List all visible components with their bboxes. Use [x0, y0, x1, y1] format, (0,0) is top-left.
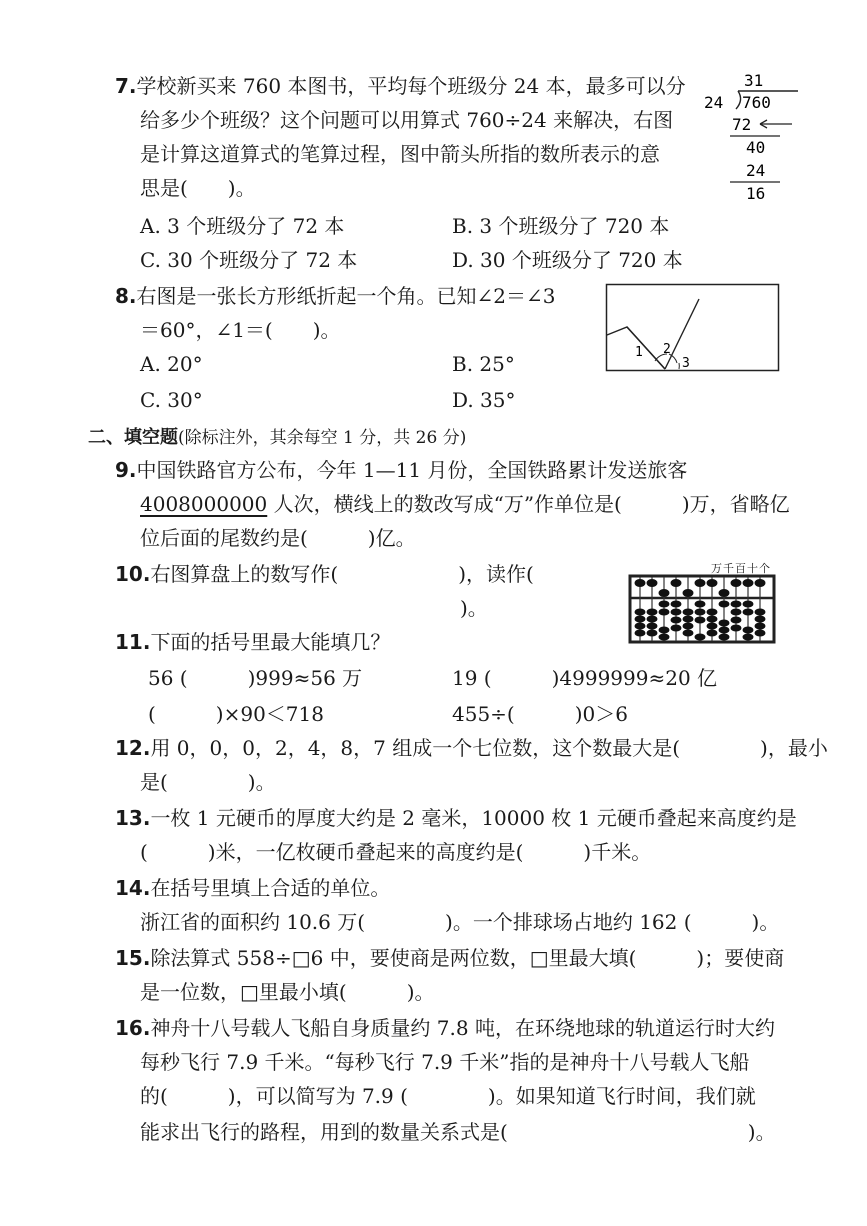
- abacus-bead: [731, 579, 742, 587]
- q14-number: 14.: [115, 876, 151, 900]
- section-2-note: (除标注外，其余每空 1 分，共 26 分): [178, 428, 467, 448]
- q9-underlined-number: 4008000000: [140, 492, 268, 516]
- q8-option-a: A. 20°: [140, 352, 203, 376]
- q8-line1: [115, 282, 555, 310]
- abacus-bead: [671, 617, 682, 624]
- q7-option-b: B. 3 个班级分了 720 本: [452, 214, 670, 238]
- angle-3-label: 3: [682, 356, 690, 371]
- abacus-bead: [671, 579, 682, 587]
- q8-text1: 右图是一张长方形纸折起一个角。已知∠2＝∠3: [136, 284, 556, 308]
- q8-option-b: B. 25°: [452, 352, 515, 376]
- q16-line2: 每秒飞行 7.9 千米。“每秒飞行 7.9 千米”指的是神舟十八号载人飞船: [140, 1050, 750, 1074]
- q16-line3: 的( )，可以简写为 7.9 ( )。如果知道飞行时间，我们就: [140, 1084, 756, 1108]
- abacus-bead: [659, 601, 670, 608]
- q16-text1: 神舟十八号载人飞船自身质量约 7.8 吨，在环绕地球的轨道运行时大约: [150, 1016, 775, 1040]
- q15-text1: 除法算式 558÷□6 中，要使商是两位数，□里最大填( )；要使商: [150, 946, 785, 970]
- abacus-bead: [647, 630, 658, 637]
- q13-number: 13.: [115, 806, 151, 830]
- division-step2: 40: [746, 138, 766, 157]
- q10-number: 10.: [115, 562, 151, 586]
- q14-line1: [115, 874, 390, 902]
- abacus-bead: [743, 579, 754, 587]
- q12-text1: 用 0，0，0，2，4，8，7 组成一个七位数，这个数最大是( )，最小: [150, 736, 828, 760]
- abacus-bead: [647, 579, 658, 587]
- section-2-title: 二、填空题: [88, 427, 178, 448]
- division-step3: 24: [746, 161, 766, 180]
- q9-text2: 人次，横线上的数改写成“万”作单位是( )万，省略亿: [267, 492, 790, 516]
- q11-item-c: ( )×90＜718: [148, 702, 324, 726]
- q14-text1: 在括号里填上合适的单位。: [150, 876, 391, 900]
- q8-line2: ＝60°，∠1＝( )。: [140, 318, 341, 342]
- q12-line1: [115, 734, 828, 762]
- abacus-bead: [719, 601, 730, 608]
- q11-number: 11.: [115, 630, 151, 654]
- division-remainder: 16: [746, 184, 766, 203]
- division-quotient: 31: [744, 71, 764, 90]
- abacus-bead: [707, 630, 718, 637]
- abacus-bead: [755, 623, 766, 630]
- q9-line2: [140, 490, 790, 518]
- folded-paper-diagram: [605, 283, 785, 375]
- abacus-bead: [683, 616, 694, 623]
- abacus-bead: [743, 634, 754, 641]
- q8-option-c: C. 30°: [140, 388, 203, 412]
- abacus-bead: [635, 609, 646, 616]
- abacus-bead: [743, 627, 754, 634]
- section-2-heading: [88, 422, 466, 452]
- abacus-bead: [731, 601, 742, 608]
- abacus-rods: [635, 577, 766, 641]
- q15-line1: [115, 944, 784, 972]
- q7-line3: 是计算这道算式的笔算过程，图中箭头所指的数所表示的意: [140, 142, 660, 166]
- abacus-bead: [707, 609, 718, 616]
- abacus-bead: [695, 601, 706, 608]
- abacus-bead: [671, 601, 682, 608]
- q7-line1: [115, 72, 686, 100]
- q12-number: 12.: [115, 736, 151, 760]
- abacus-bead: [755, 609, 766, 616]
- abacus-bead: [647, 623, 658, 630]
- q16-number: 16.: [115, 1016, 151, 1040]
- q15-line2: 是一位数，□里最小填( )。: [140, 980, 435, 1004]
- q7-number: 7.: [115, 74, 137, 98]
- abacus-bead: [731, 625, 742, 632]
- abacus-bead: [683, 609, 694, 616]
- q13-line1: [115, 804, 797, 832]
- q11-line1: [115, 628, 390, 656]
- q8-option-d: D. 35°: [452, 388, 516, 412]
- abacus-bead: [731, 617, 742, 624]
- q10-text1: 右图算盘上的数写作( )，读作(: [150, 562, 534, 586]
- abacus-bead: [647, 616, 658, 623]
- q11-item-b: 19 ( )4999999≈20 亿: [452, 666, 718, 690]
- abacus-bead: [719, 620, 730, 627]
- abacus-bead: [707, 579, 718, 587]
- abacus-bead: [719, 627, 730, 634]
- abacus-bead: [707, 616, 718, 623]
- abacus-bead: [743, 601, 754, 608]
- abacus-bead: [659, 627, 670, 634]
- abacus-bead: [695, 617, 706, 624]
- angle-1-label: 1: [635, 345, 643, 360]
- abacus-bead: [659, 589, 670, 597]
- abacus-bead: [695, 634, 706, 641]
- abacus-bead: [683, 589, 694, 597]
- q14-line2: 浙江省的面积约 10.6 万( )。一个排球场占地约 162 ( )。: [140, 910, 780, 934]
- abacus-bead: [635, 623, 646, 630]
- q13-text1: 一枚 1 元硬币的厚度大约是 2 毫米，10000 枚 1 元硬币叠起来高度约是: [150, 806, 797, 830]
- q9-line1: [115, 456, 687, 484]
- q7-line4: 思是( )。: [140, 176, 256, 200]
- q7-line2: 给多少个班级？这个问题可以用算式 760÷24 来解决，右图: [140, 108, 674, 132]
- q8-number: 8.: [115, 284, 137, 308]
- abacus-bead: [743, 609, 754, 616]
- abacus-bead: [659, 609, 670, 616]
- abacus-bead: [683, 630, 694, 637]
- q7-text1: 学校新买来 760 本图书，平均每个班级分 24 本，最多可以分: [136, 74, 686, 98]
- division-step1: 72: [732, 115, 752, 134]
- abacus-bead: [635, 579, 646, 587]
- abacus-bead: [671, 625, 682, 632]
- abacus-bead: [647, 609, 658, 616]
- q9-line3: 位后面的尾数约是( )亿。: [140, 526, 416, 550]
- division-dividend: 760: [742, 93, 771, 112]
- division-divisor: 24: [704, 93, 724, 112]
- q16-line4: 能求出飞行的路程，用到的数量关系式是( )。: [140, 1120, 776, 1144]
- abacus-place-labels: 万千百十个: [711, 562, 771, 575]
- abacus-bead: [683, 623, 694, 630]
- abacus-bead: [695, 609, 706, 616]
- q10-line1: [115, 560, 534, 588]
- q11-item-d: 455÷( )0＞6: [452, 702, 628, 726]
- q10-line2: )。: [140, 596, 488, 620]
- abacus-bead: [755, 579, 766, 587]
- abacus-bead: [671, 609, 682, 616]
- q11-text1: 下面的括号里最大能填几？: [150, 630, 391, 654]
- q11-item-a: 56 ( )999≈56 万: [148, 666, 363, 690]
- abacus-bead: [659, 634, 670, 641]
- q7-option-a: A. 3 个班级分了 72 本: [140, 214, 345, 238]
- abacus-bead: [755, 630, 766, 637]
- q9-text1: 中国铁路官方公布，今年 1—11 月份，全国铁路累计发送旅客: [136, 458, 688, 482]
- abacus-bead: [755, 616, 766, 623]
- abacus-bead: [635, 630, 646, 637]
- q15-number: 15.: [115, 946, 151, 970]
- abacus-bead: [719, 589, 730, 597]
- long-division-diagram: [700, 68, 800, 206]
- q12-line2: 是( )。: [140, 770, 276, 794]
- q9-number: 9.: [115, 458, 137, 482]
- abacus-bead: [719, 634, 730, 641]
- abacus-bead: [707, 623, 718, 630]
- abacus-bead: [731, 609, 742, 616]
- angle-2-label: 2: [663, 342, 671, 357]
- q7-option-c: C. 30 个班级分了 72 本: [140, 248, 358, 272]
- q13-line2: ( )米，一亿枚硬币叠起来的高度约是( )千米。: [140, 840, 652, 864]
- q7-option-d: D. 30 个班级分了 720 本: [452, 248, 683, 272]
- abacus-bead: [695, 579, 706, 587]
- abacus-bead: [635, 616, 646, 623]
- abacus-diagram: [628, 574, 776, 644]
- q16-line1: [115, 1014, 775, 1042]
